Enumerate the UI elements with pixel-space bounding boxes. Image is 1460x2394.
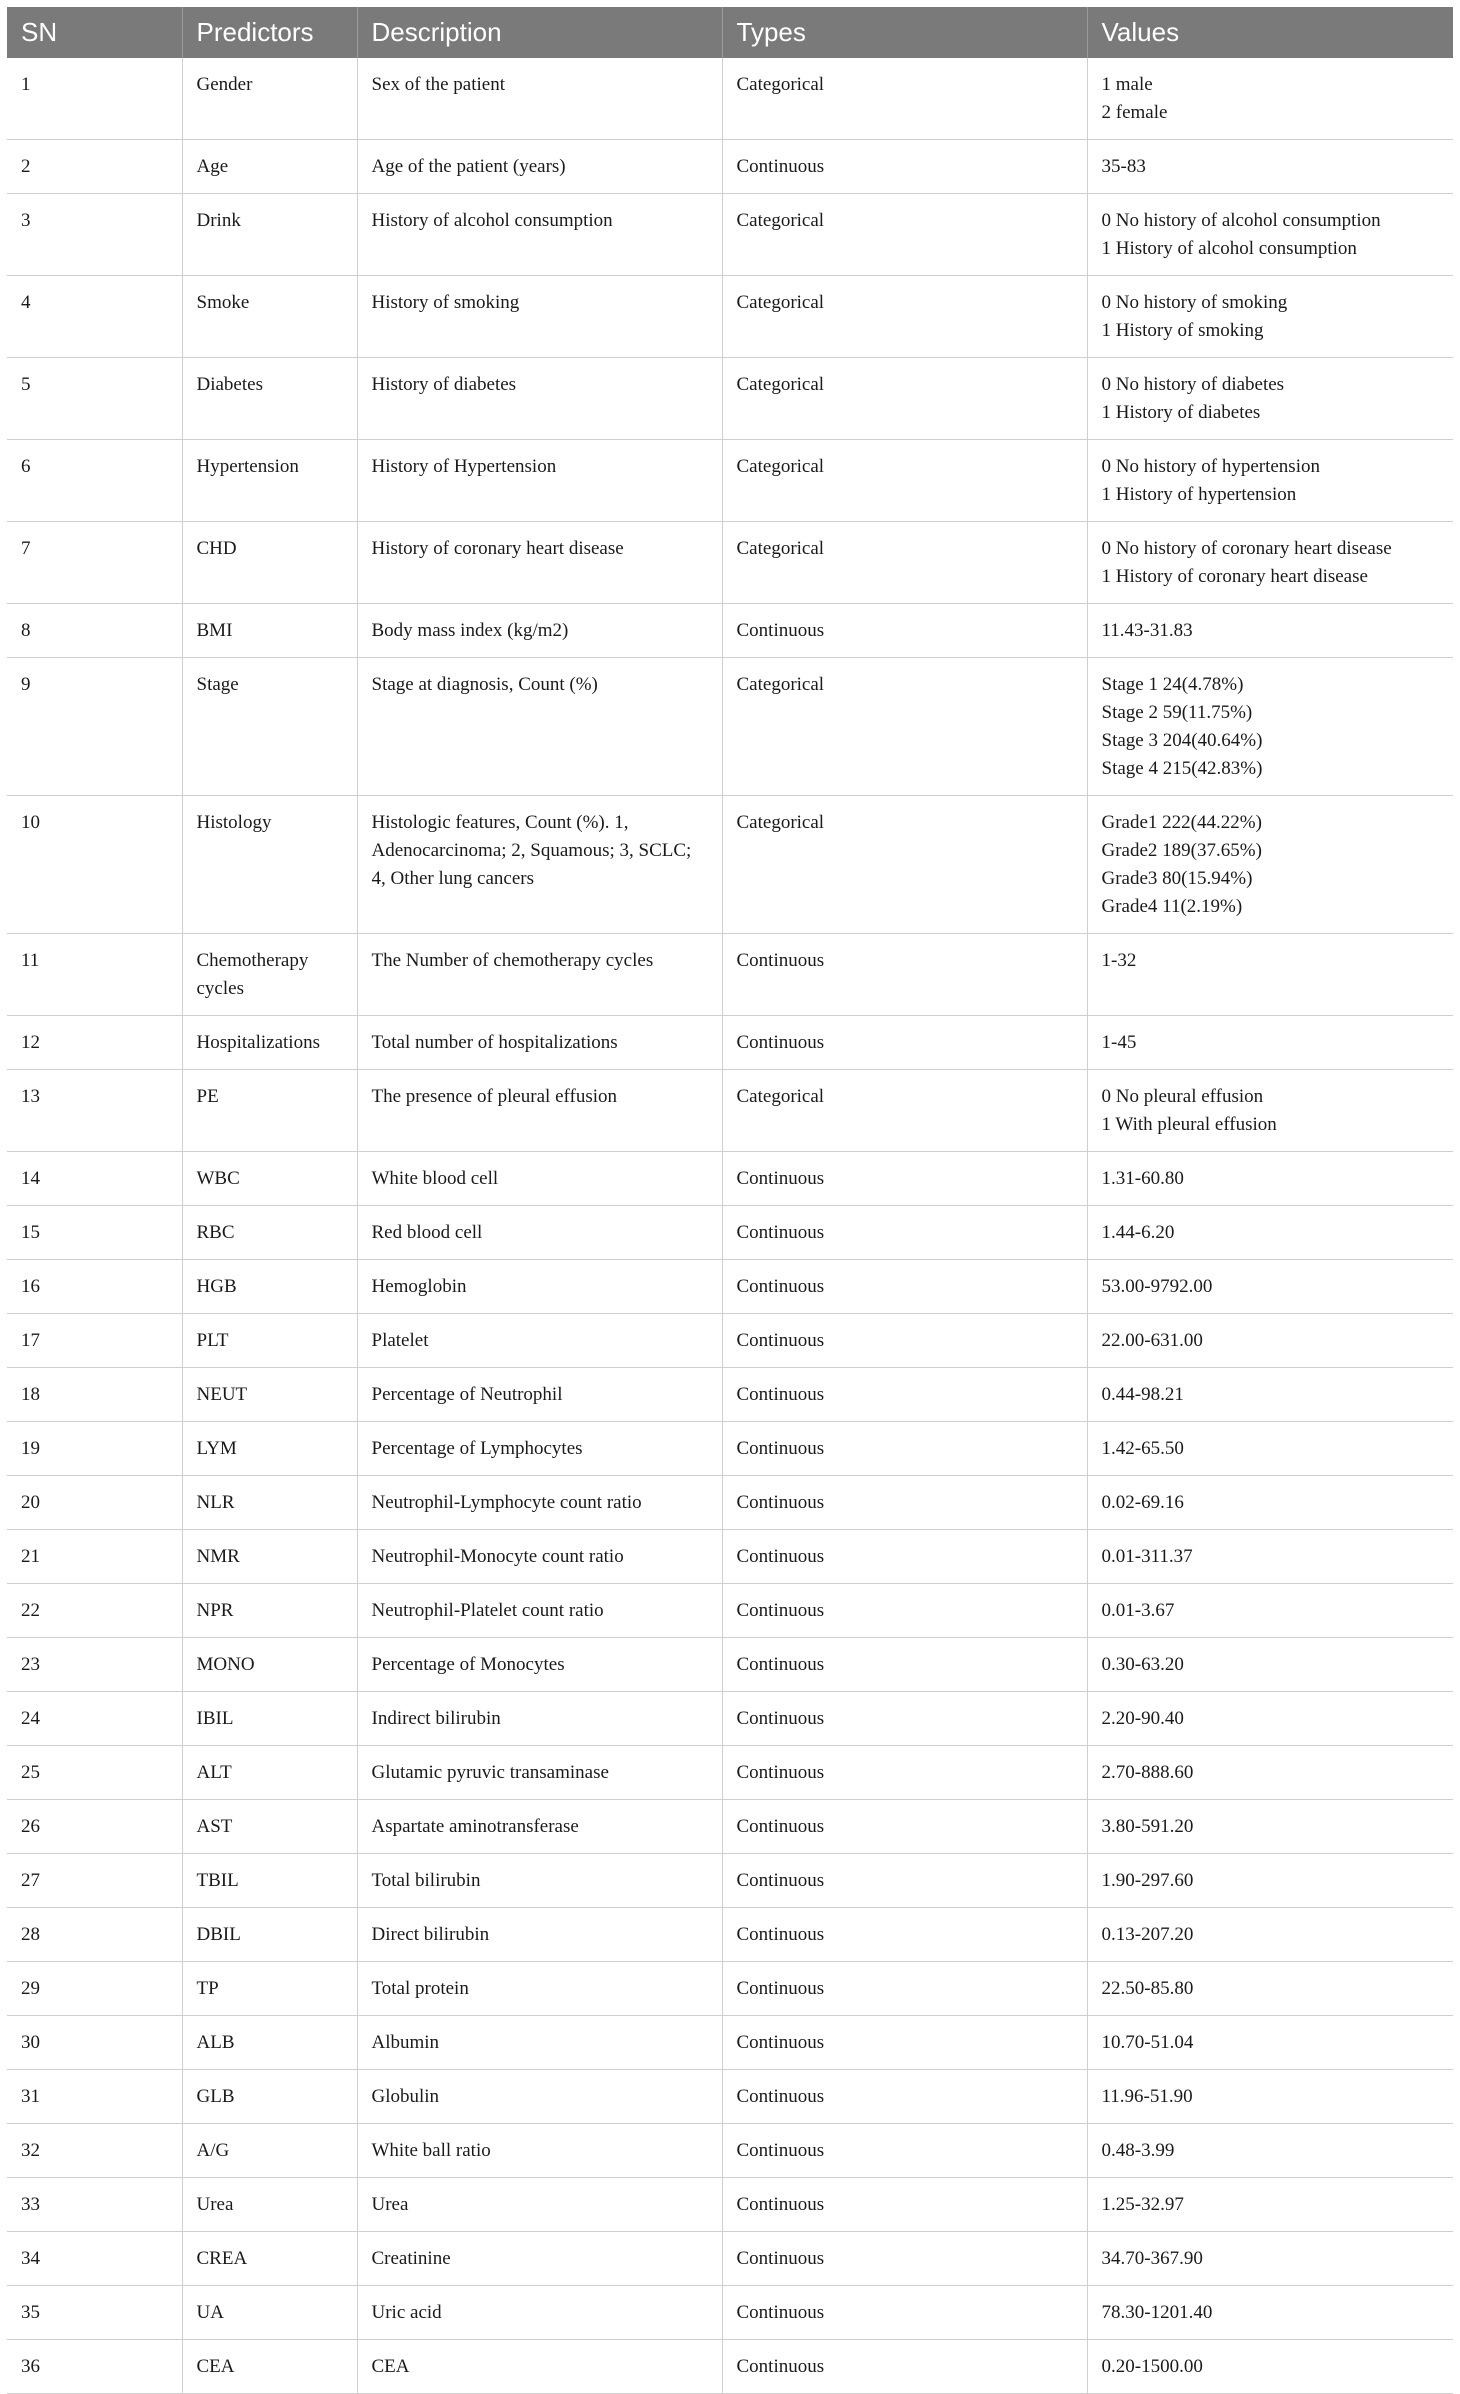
cell-values bbox=[1087, 2070, 1453, 2124]
table-row bbox=[7, 796, 1453, 934]
cell-values bbox=[1087, 58, 1453, 140]
cell-description: CEA bbox=[357, 2340, 722, 2394]
cell-sn: 34 bbox=[7, 2232, 182, 2286]
predictors-table bbox=[7, 7, 1453, 2394]
cell-type: Continuous bbox=[722, 1476, 1087, 1530]
cell-predictor: NLR bbox=[182, 1476, 357, 1530]
cell-predictor: HGB bbox=[182, 1260, 357, 1314]
cell-sn: 13 bbox=[7, 1070, 182, 1152]
cell-type: Continuous bbox=[722, 2070, 1087, 2124]
table-row bbox=[7, 2178, 1453, 2232]
table-row bbox=[7, 658, 1453, 796]
cell-predictor: BMI bbox=[182, 604, 357, 658]
cell-values bbox=[1087, 796, 1453, 934]
value-line: 0.30-63.20 bbox=[1101, 1654, 1184, 1675]
cell-predictor: Histology bbox=[182, 796, 357, 934]
value-line: 2.70-888.60 bbox=[1101, 1762, 1194, 1783]
cell-predictor: RBC bbox=[182, 1206, 357, 1260]
cell-type: Continuous bbox=[722, 1368, 1087, 1422]
cell-predictor: TP bbox=[182, 1962, 357, 2016]
cell-values bbox=[1087, 1692, 1453, 1746]
cell-type: Continuous bbox=[722, 2124, 1087, 2178]
table-row bbox=[7, 2232, 1453, 2286]
cell-description: History of coronary heart disease bbox=[357, 522, 722, 604]
cell-sn: 7 bbox=[7, 522, 182, 604]
cell-sn: 11 bbox=[7, 934, 182, 1016]
cell-description: Percentage of Neutrophil bbox=[357, 1368, 722, 1422]
value-line: Grade4 11(2.19%) bbox=[1101, 896, 1243, 917]
cell-predictor: DBIL bbox=[182, 1908, 357, 1962]
cell-values bbox=[1087, 2286, 1453, 2340]
cell-predictor: NMR bbox=[182, 1530, 357, 1584]
cell-sn: 17 bbox=[7, 1314, 182, 1368]
cell-type: Continuous bbox=[722, 2016, 1087, 2070]
cell-values bbox=[1087, 358, 1453, 440]
value-line: 1.31-60.80 bbox=[1101, 1168, 1184, 1189]
cell-sn: 9 bbox=[7, 658, 182, 796]
cell-values bbox=[1087, 2016, 1453, 2070]
cell-description: White ball ratio bbox=[357, 2124, 722, 2178]
cell-type: Continuous bbox=[722, 934, 1087, 1016]
cell-values bbox=[1087, 1368, 1453, 1422]
cell-values bbox=[1087, 1152, 1453, 1206]
value-line: 1 History of smoking bbox=[1101, 320, 1264, 341]
cell-predictor: CEA bbox=[182, 2340, 357, 2394]
cell-description: Direct bilirubin bbox=[357, 1908, 722, 1962]
value-line: 0.02-69.16 bbox=[1101, 1492, 1184, 1513]
value-line: 1 History of coronary heart disease bbox=[1101, 566, 1368, 587]
table-header-row bbox=[7, 7, 1453, 58]
value-line: 11.96-51.90 bbox=[1101, 2086, 1193, 2107]
cell-predictor: Smoke bbox=[182, 276, 357, 358]
cell-predictor: Chemotherapy cycles bbox=[182, 934, 357, 1016]
cell-type: Continuous bbox=[722, 2340, 1087, 2394]
table-row bbox=[7, 2124, 1453, 2178]
value-line: 2.20-90.40 bbox=[1101, 1708, 1184, 1729]
cell-description: Indirect bilirubin bbox=[357, 1692, 722, 1746]
cell-sn: 8 bbox=[7, 604, 182, 658]
value-line: Grade3 80(15.94%) bbox=[1101, 868, 1253, 889]
cell-type: Categorical bbox=[722, 658, 1087, 796]
cell-predictor: CHD bbox=[182, 522, 357, 604]
value-line: 0.48-3.99 bbox=[1101, 2140, 1175, 2161]
value-line: Stage 1 24(4.78%) bbox=[1101, 674, 1244, 695]
cell-predictor: MONO bbox=[182, 1638, 357, 1692]
cell-sn: 30 bbox=[7, 2016, 182, 2070]
cell-sn: 23 bbox=[7, 1638, 182, 1692]
table-row bbox=[7, 1314, 1453, 1368]
cell-description: Percentage of Monocytes bbox=[357, 1638, 722, 1692]
cell-type: Categorical bbox=[722, 440, 1087, 522]
table-row bbox=[7, 1016, 1453, 1070]
cell-description: Glutamic pyruvic transaminase bbox=[357, 1746, 722, 1800]
table-row bbox=[7, 1962, 1453, 2016]
cell-values bbox=[1087, 140, 1453, 194]
table-row bbox=[7, 1584, 1453, 1638]
value-line: 2 female bbox=[1101, 102, 1168, 123]
cell-values bbox=[1087, 194, 1453, 276]
cell-sn: 19 bbox=[7, 1422, 182, 1476]
cell-values bbox=[1087, 658, 1453, 796]
cell-sn: 18 bbox=[7, 1368, 182, 1422]
value-line: 1 History of alcohol consumption bbox=[1101, 238, 1357, 259]
cell-description: Total bilirubin bbox=[357, 1854, 722, 1908]
cell-predictor: NPR bbox=[182, 1584, 357, 1638]
cell-sn: 28 bbox=[7, 1908, 182, 1962]
cell-values bbox=[1087, 604, 1453, 658]
value-line: 53.00-9792.00 bbox=[1101, 1276, 1213, 1297]
value-line: 35-83 bbox=[1101, 156, 1146, 177]
cell-type: Continuous bbox=[722, 1800, 1087, 1854]
table-row bbox=[7, 1152, 1453, 1206]
value-line: 1-45 bbox=[1101, 1032, 1137, 1053]
cell-description: Urea bbox=[357, 2178, 722, 2232]
cell-sn: 24 bbox=[7, 1692, 182, 1746]
table-row bbox=[7, 276, 1453, 358]
table-body bbox=[7, 58, 1453, 2394]
cell-sn: 5 bbox=[7, 358, 182, 440]
column-header-types: Types bbox=[722, 7, 1087, 58]
cell-description: Sex of the patient bbox=[357, 58, 722, 140]
cell-description: Red blood cell bbox=[357, 1206, 722, 1260]
cell-values bbox=[1087, 1422, 1453, 1476]
cell-sn: 4 bbox=[7, 276, 182, 358]
value-line: 0.01-311.37 bbox=[1101, 1546, 1193, 1567]
value-line: 1.90-297.60 bbox=[1101, 1870, 1194, 1891]
cell-description: Uric acid bbox=[357, 2286, 722, 2340]
table-row bbox=[7, 1070, 1453, 1152]
cell-type: Continuous bbox=[722, 1584, 1087, 1638]
value-line: Grade1 222(44.22%) bbox=[1101, 812, 1262, 833]
value-line: 10.70-51.04 bbox=[1101, 2032, 1194, 2053]
cell-predictor: ALB bbox=[182, 2016, 357, 2070]
value-line: 22.50-85.80 bbox=[1101, 1978, 1194, 1999]
cell-values bbox=[1087, 934, 1453, 1016]
cell-type: Continuous bbox=[722, 1530, 1087, 1584]
cell-values bbox=[1087, 1530, 1453, 1584]
cell-predictor: AST bbox=[182, 1800, 357, 1854]
cell-predictor: A/G bbox=[182, 2124, 357, 2178]
value-line: 0.13-207.20 bbox=[1101, 1924, 1194, 1945]
cell-sn: 12 bbox=[7, 1016, 182, 1070]
cell-predictor: NEUT bbox=[182, 1368, 357, 1422]
table-row bbox=[7, 2070, 1453, 2124]
column-header-predictors: Predictors bbox=[182, 7, 357, 58]
cell-description: Creatinine bbox=[357, 2232, 722, 2286]
value-line: 0 No history of smoking bbox=[1101, 292, 1288, 313]
cell-type: Categorical bbox=[722, 276, 1087, 358]
cell-sn: 22 bbox=[7, 1584, 182, 1638]
cell-description: Globulin bbox=[357, 2070, 722, 2124]
cell-type: Continuous bbox=[722, 140, 1087, 194]
cell-type: Continuous bbox=[722, 1746, 1087, 1800]
cell-description: Histologic features, Count (%). 1, Adenocarcinoma; 2, Squamous; 3, SCLC; 4, Other lung cancers bbox=[357, 796, 722, 934]
cell-sn: 33 bbox=[7, 2178, 182, 2232]
cell-predictor: IBIL bbox=[182, 1692, 357, 1746]
cell-description: History of alcohol consumption bbox=[357, 194, 722, 276]
table-row bbox=[7, 1368, 1453, 1422]
cell-predictor: CREA bbox=[182, 2232, 357, 2286]
table-row bbox=[7, 522, 1453, 604]
cell-sn: 27 bbox=[7, 1854, 182, 1908]
cell-values bbox=[1087, 1638, 1453, 1692]
cell-type: Continuous bbox=[722, 1962, 1087, 2016]
cell-values bbox=[1087, 1584, 1453, 1638]
table-row bbox=[7, 1746, 1453, 1800]
cell-sn: 6 bbox=[7, 440, 182, 522]
cell-values bbox=[1087, 1800, 1453, 1854]
cell-description: The presence of pleural effusion bbox=[357, 1070, 722, 1152]
cell-description: Body mass index (kg/m2) bbox=[357, 604, 722, 658]
cell-predictor: UA bbox=[182, 2286, 357, 2340]
table-row bbox=[7, 604, 1453, 658]
table-row bbox=[7, 440, 1453, 522]
cell-type: Continuous bbox=[722, 1152, 1087, 1206]
cell-sn: 35 bbox=[7, 2286, 182, 2340]
cell-predictor: Age bbox=[182, 140, 357, 194]
cell-description: Stage at diagnosis, Count (%) bbox=[357, 658, 722, 796]
cell-description: History of smoking bbox=[357, 276, 722, 358]
cell-predictor: WBC bbox=[182, 1152, 357, 1206]
value-line: 0 No history of diabetes bbox=[1101, 374, 1285, 395]
cell-predictor: Urea bbox=[182, 2178, 357, 2232]
cell-values bbox=[1087, 1070, 1453, 1152]
cell-sn: 16 bbox=[7, 1260, 182, 1314]
table-row bbox=[7, 2286, 1453, 2340]
table-row bbox=[7, 358, 1453, 440]
value-line: 1.42-65.50 bbox=[1101, 1438, 1184, 1459]
cell-type: Continuous bbox=[722, 2286, 1087, 2340]
value-line: 0.44-98.21 bbox=[1101, 1384, 1184, 1405]
cell-sn: 2 bbox=[7, 140, 182, 194]
value-line: 0 No pleural effusion bbox=[1101, 1086, 1264, 1107]
value-line: 11.43-31.83 bbox=[1101, 620, 1193, 641]
cell-type: Continuous bbox=[722, 1260, 1087, 1314]
value-line: 1 History of hypertension bbox=[1101, 484, 1297, 505]
value-line: 3.80-591.20 bbox=[1101, 1816, 1194, 1837]
cell-sn: 25 bbox=[7, 1746, 182, 1800]
value-line: 1-32 bbox=[1101, 950, 1137, 971]
value-line: 0 No history of coronary heart disease bbox=[1101, 538, 1392, 559]
cell-description: Percentage of Lymphocytes bbox=[357, 1422, 722, 1476]
cell-type: Continuous bbox=[722, 1908, 1087, 1962]
cell-type: Categorical bbox=[722, 358, 1087, 440]
cell-values bbox=[1087, 1260, 1453, 1314]
table-row bbox=[7, 1422, 1453, 1476]
cell-values bbox=[1087, 1016, 1453, 1070]
value-line: 0 No history of hypertension bbox=[1101, 456, 1320, 477]
cell-type: Continuous bbox=[722, 1206, 1087, 1260]
cell-type: Continuous bbox=[722, 2178, 1087, 2232]
cell-values bbox=[1087, 2340, 1453, 2394]
value-line: 1 With pleural effusion bbox=[1101, 1114, 1277, 1135]
cell-values bbox=[1087, 276, 1453, 358]
cell-predictor: Diabetes bbox=[182, 358, 357, 440]
cell-predictor: GLB bbox=[182, 2070, 357, 2124]
cell-type: Continuous bbox=[722, 1854, 1087, 1908]
cell-sn: 21 bbox=[7, 1530, 182, 1584]
cell-description: White blood cell bbox=[357, 1152, 722, 1206]
cell-description: Platelet bbox=[357, 1314, 722, 1368]
value-line: 0 No history of alcohol consumption bbox=[1101, 210, 1381, 231]
value-line: 0.20-1500.00 bbox=[1101, 2356, 1203, 2377]
cell-description: Total number of hospitalizations bbox=[357, 1016, 722, 1070]
table-row bbox=[7, 140, 1453, 194]
cell-predictor: Hypertension bbox=[182, 440, 357, 522]
cell-predictor: PE bbox=[182, 1070, 357, 1152]
cell-values bbox=[1087, 1314, 1453, 1368]
predictors-table-container bbox=[7, 7, 1453, 2394]
cell-description: Aspartate aminotransferase bbox=[357, 1800, 722, 1854]
cell-values bbox=[1087, 440, 1453, 522]
cell-description: Age of the patient (years) bbox=[357, 140, 722, 194]
table-row bbox=[7, 1854, 1453, 1908]
cell-type: Continuous bbox=[722, 1422, 1087, 1476]
cell-sn: 15 bbox=[7, 1206, 182, 1260]
cell-predictor: LYM bbox=[182, 1422, 357, 1476]
cell-predictor: ALT bbox=[182, 1746, 357, 1800]
cell-description: Hemoglobin bbox=[357, 1260, 722, 1314]
table-row bbox=[7, 934, 1453, 1016]
cell-type: Continuous bbox=[722, 1692, 1087, 1746]
cell-predictor: Stage bbox=[182, 658, 357, 796]
cell-sn: 29 bbox=[7, 1962, 182, 2016]
cell-description: History of diabetes bbox=[357, 358, 722, 440]
value-line: Stage 4 215(42.83%) bbox=[1101, 758, 1263, 779]
cell-sn: 20 bbox=[7, 1476, 182, 1530]
value-line: 0.01-3.67 bbox=[1101, 1600, 1175, 1621]
cell-values bbox=[1087, 1854, 1453, 1908]
cell-sn: 1 bbox=[7, 58, 182, 140]
cell-type: Categorical bbox=[722, 194, 1087, 276]
value-line: Stage 3 204(40.64%) bbox=[1101, 730, 1263, 751]
cell-description: Neutrophil-Lymphocyte count ratio bbox=[357, 1476, 722, 1530]
cell-description: Neutrophil-Platelet count ratio bbox=[357, 1584, 722, 1638]
table-row bbox=[7, 1530, 1453, 1584]
value-line: 1 History of diabetes bbox=[1101, 402, 1261, 423]
cell-type: Continuous bbox=[722, 1016, 1087, 1070]
cell-values bbox=[1087, 2124, 1453, 2178]
table-row bbox=[7, 1692, 1453, 1746]
table-row bbox=[7, 58, 1453, 140]
table-row bbox=[7, 1206, 1453, 1260]
cell-sn: 36 bbox=[7, 2340, 182, 2394]
table-row bbox=[7, 1908, 1453, 1962]
value-line: 1.25-32.97 bbox=[1101, 2194, 1184, 2215]
cell-type: Continuous bbox=[722, 2232, 1087, 2286]
cell-description: Neutrophil-Monocyte count ratio bbox=[357, 1530, 722, 1584]
cell-sn: 26 bbox=[7, 1800, 182, 1854]
cell-values bbox=[1087, 1746, 1453, 1800]
table-row bbox=[7, 2016, 1453, 2070]
cell-sn: 10 bbox=[7, 796, 182, 934]
cell-description: The Number of chemotherapy cycles bbox=[357, 934, 722, 1016]
cell-description: Total protein bbox=[357, 1962, 722, 2016]
cell-sn: 31 bbox=[7, 2070, 182, 2124]
cell-type: Categorical bbox=[722, 522, 1087, 604]
table-row bbox=[7, 1800, 1453, 1854]
table-row bbox=[7, 1260, 1453, 1314]
cell-description: History of Hypertension bbox=[357, 440, 722, 522]
cell-values bbox=[1087, 2232, 1453, 2286]
cell-predictor: Drink bbox=[182, 194, 357, 276]
value-line: 22.00-631.00 bbox=[1101, 1330, 1203, 1351]
cell-values bbox=[1087, 1908, 1453, 1962]
value-line: 1.44-6.20 bbox=[1101, 1222, 1175, 1243]
cell-values bbox=[1087, 2178, 1453, 2232]
cell-type: Continuous bbox=[722, 604, 1087, 658]
cell-sn: 32 bbox=[7, 2124, 182, 2178]
value-line: 78.30-1201.40 bbox=[1101, 2302, 1213, 2323]
cell-type: Continuous bbox=[722, 1638, 1087, 1692]
cell-values bbox=[1087, 1206, 1453, 1260]
cell-predictor: Hospitalizations bbox=[182, 1016, 357, 1070]
value-line: Stage 2 59(11.75%) bbox=[1101, 702, 1253, 723]
column-header-sn: SN bbox=[7, 7, 182, 58]
table-row bbox=[7, 2340, 1453, 2394]
column-header-description: Description bbox=[357, 7, 722, 58]
cell-type: Continuous bbox=[722, 1314, 1087, 1368]
cell-predictor: PLT bbox=[182, 1314, 357, 1368]
cell-type: Categorical bbox=[722, 1070, 1087, 1152]
cell-values bbox=[1087, 1962, 1453, 2016]
value-line: Grade2 189(37.65%) bbox=[1101, 840, 1262, 861]
cell-values bbox=[1087, 1476, 1453, 1530]
cell-type: Categorical bbox=[722, 58, 1087, 140]
column-header-values: Values bbox=[1087, 7, 1453, 58]
table-row bbox=[7, 194, 1453, 276]
table-row bbox=[7, 1638, 1453, 1692]
value-line: 34.70-367.90 bbox=[1101, 2248, 1203, 2269]
cell-predictor: Gender bbox=[182, 58, 357, 140]
cell-type: Categorical bbox=[722, 796, 1087, 934]
cell-description: Albumin bbox=[357, 2016, 722, 2070]
table-row bbox=[7, 1476, 1453, 1530]
cell-predictor: TBIL bbox=[182, 1854, 357, 1908]
cell-sn: 14 bbox=[7, 1152, 182, 1206]
cell-sn: 3 bbox=[7, 194, 182, 276]
value-line: 1 male bbox=[1101, 74, 1153, 95]
cell-values bbox=[1087, 522, 1453, 604]
